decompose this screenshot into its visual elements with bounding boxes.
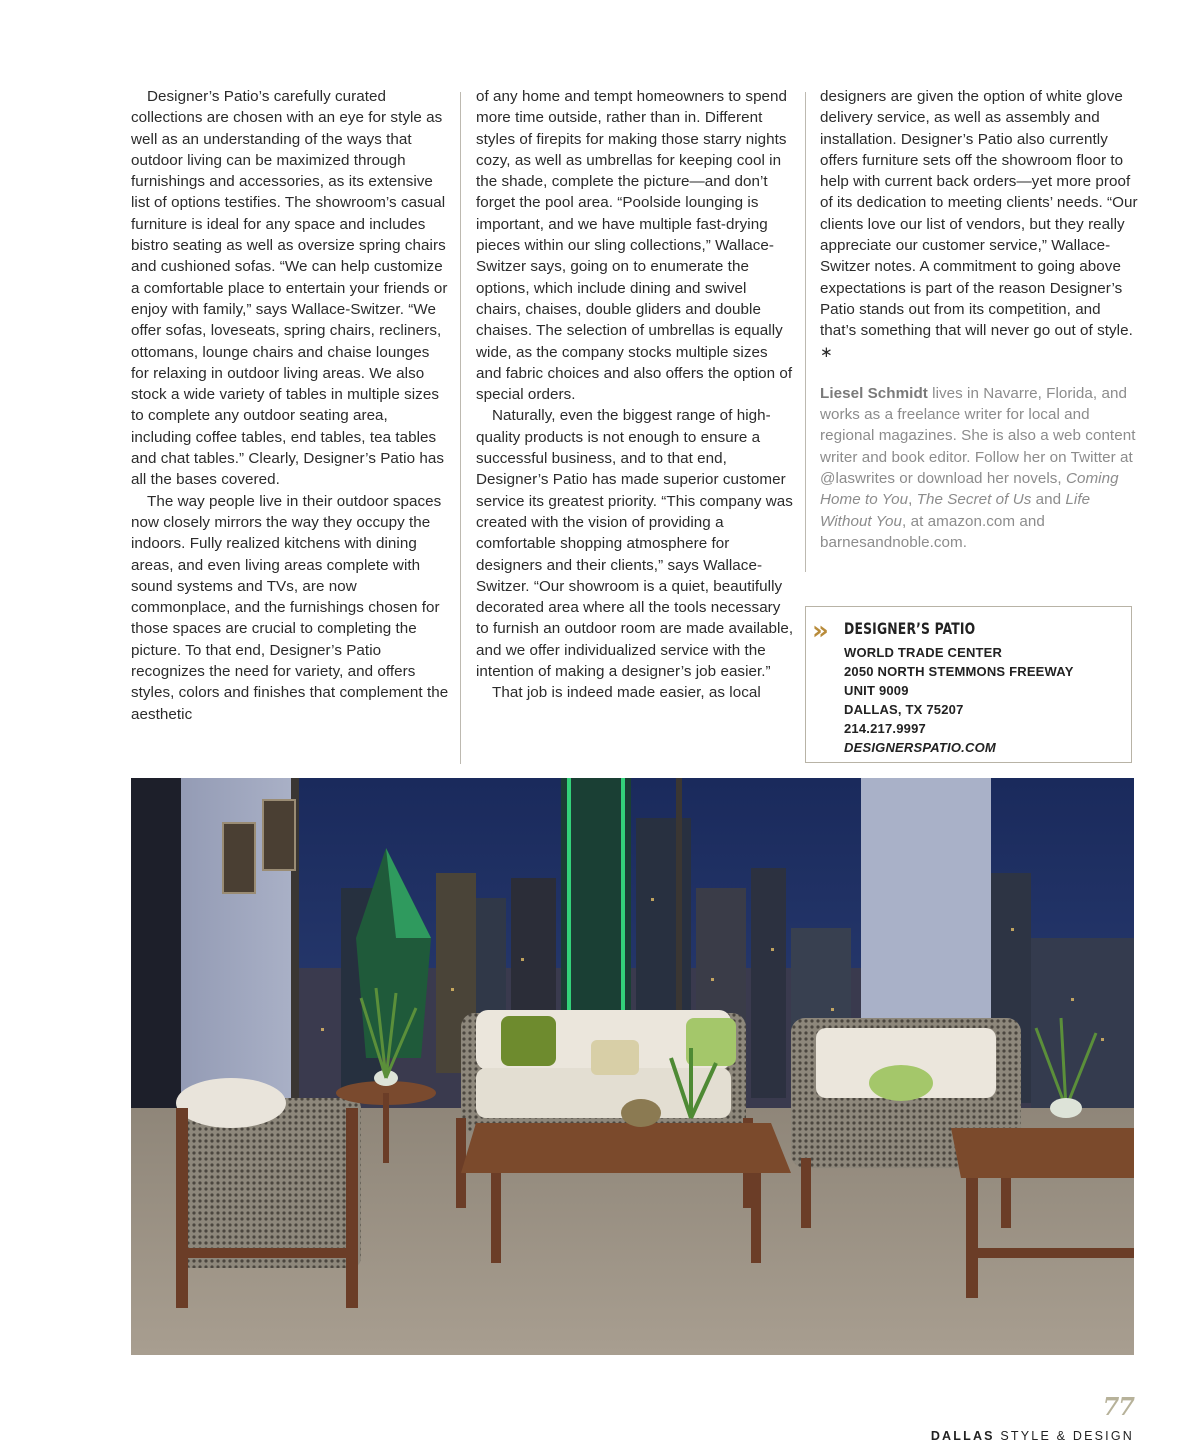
chevron-icon: »: [812, 616, 822, 646]
paragraph: of any home and tempt homeowners to spend more time outside, rather than in. Different styles of firepits for making those starry nights cozy, as well as umbrellas for keeping cool in the shade, complete the picture—and don’t forget the pool area. “Poolside lounging is important, and we have multiple fast-drying pieces within our sling collections,” Wallace-Switzer says, going on to enumerate the options, which include dining and swivel chairs, chaises, double gliders and double chaises. The selection of umbrellas is equally wide, as the company stocks multiple sizes and fabric choices and also offers the option of special orders.: [476, 88, 793, 404]
paragraph: Designer’s Patio’s carefully curated collections are chosen with an eye for style as well as an understanding of the ways that outdoor living can be maximized through furnishings and accessories, as its extensive list of options testifies. The showroom’s casual furniture is ideal for any space and includes bistro seating as well as oversize spring chairs and cushioned sofas. “We can help customize a comfortable place to entertain your friends or enjoy with family,” says Wallace-Switzer. “We offer sofas, loveseats, spring chairs, recliners, ottomans, lounge chairs and chaise lounges for relaxing in outdoor living areas. We also stock a wide variety of tables in multiple sizes to complete any outdoor seating area, including coffee tables, end tables, tea tables and chat tables.” Clearly, Designer’s Patio has all the bases covered.: [131, 88, 448, 489]
business-name: DESIGNER’S PATIO: [844, 619, 976, 638]
showroom-photo: [131, 778, 1134, 1355]
page-number: 77: [1102, 1392, 1134, 1421]
book-title: Coming Home to You: [820, 470, 1119, 509]
book-title: The Secret of Us: [916, 491, 1032, 509]
book-title: Life Without You: [820, 491, 1091, 530]
contact-details: [844, 643, 1074, 757]
paragraph: That job is indeed made easier, as local: [492, 684, 761, 702]
column-divider: [460, 92, 461, 764]
article-column-1: [131, 86, 449, 725]
article-column-2: [476, 86, 794, 704]
author-name: Liesel Schmidt: [820, 384, 928, 402]
paragraph: designers are given the option of white glove delivery service, as well as assembly and installation. Designer’s Patio also currently offers furniture sets off the showroom floor to help with current back orders—yet more proof of its dedication to meeting clients’ needs. “Our clients love our list of vendors, but they really appreciate our customer service,” Wallace-Switzer notes. A commitment to going above expectations is part of the reason Designer’s Patio stands out from its competition, and that’s something that will never go out of style. ∗: [820, 88, 1138, 361]
magazine-title: DALLAS STYLE & DESIGN: [930, 1429, 1134, 1443]
phone-number: 214.217.9997: [844, 721, 926, 736]
contact-box: [805, 606, 1132, 763]
address-line: DALLAS, TX 75207: [844, 702, 964, 717]
paragraph: The way people live in their outdoor spaces now closely mirrors the way they occupy the indoors. Fully realized kitchens with dining areas, and even living areas complete with sound systems and TVs, are now commonplace, and the furnishings chosen for those spaces are crucial to completing the picture. To that end, Designer’s Patio recognizes the need for variety, and offers styles, colors and finishes that complement the aesthetic: [131, 492, 449, 723]
column-divider: [805, 92, 806, 572]
article-column-3: [820, 86, 1138, 553]
address-line: 2050 NORTH STEMMONS FREEWAY: [844, 664, 1074, 679]
address-line: WORLD TRADE CENTER: [844, 645, 1003, 660]
address-line: UNIT 9009: [844, 683, 909, 698]
website-link[interactable]: DESIGNERSPATIO.COM: [844, 740, 996, 755]
author-bio: Liesel Schmidt lives in Navarre, Florida, and works as a freelance writer for local and regional magazines. She is also a web content writer and book editor. Follow her on Twitter at @laswrites or download her novels, Coming Home to You, The Secret of Us and Life Without You, at amazon.com and barnesandnoble.com.: [820, 384, 1136, 551]
paragraph: Naturally, even the biggest range of high-quality products is not enough to ensure a successful business, and to that end, Designer’s Patio has made superior customer service its greatest priority. “This company was created with the vision of providing a comfortable shopping atmosphere for designers and their clients,” says Wallace-Switzer. “Our showroom is a quiet, beautifully decorated area where all the tools necessary to furnish an outdoor room are made available, and we offer individualized service with the intention of making a designer’s job easier.”: [476, 407, 794, 681]
